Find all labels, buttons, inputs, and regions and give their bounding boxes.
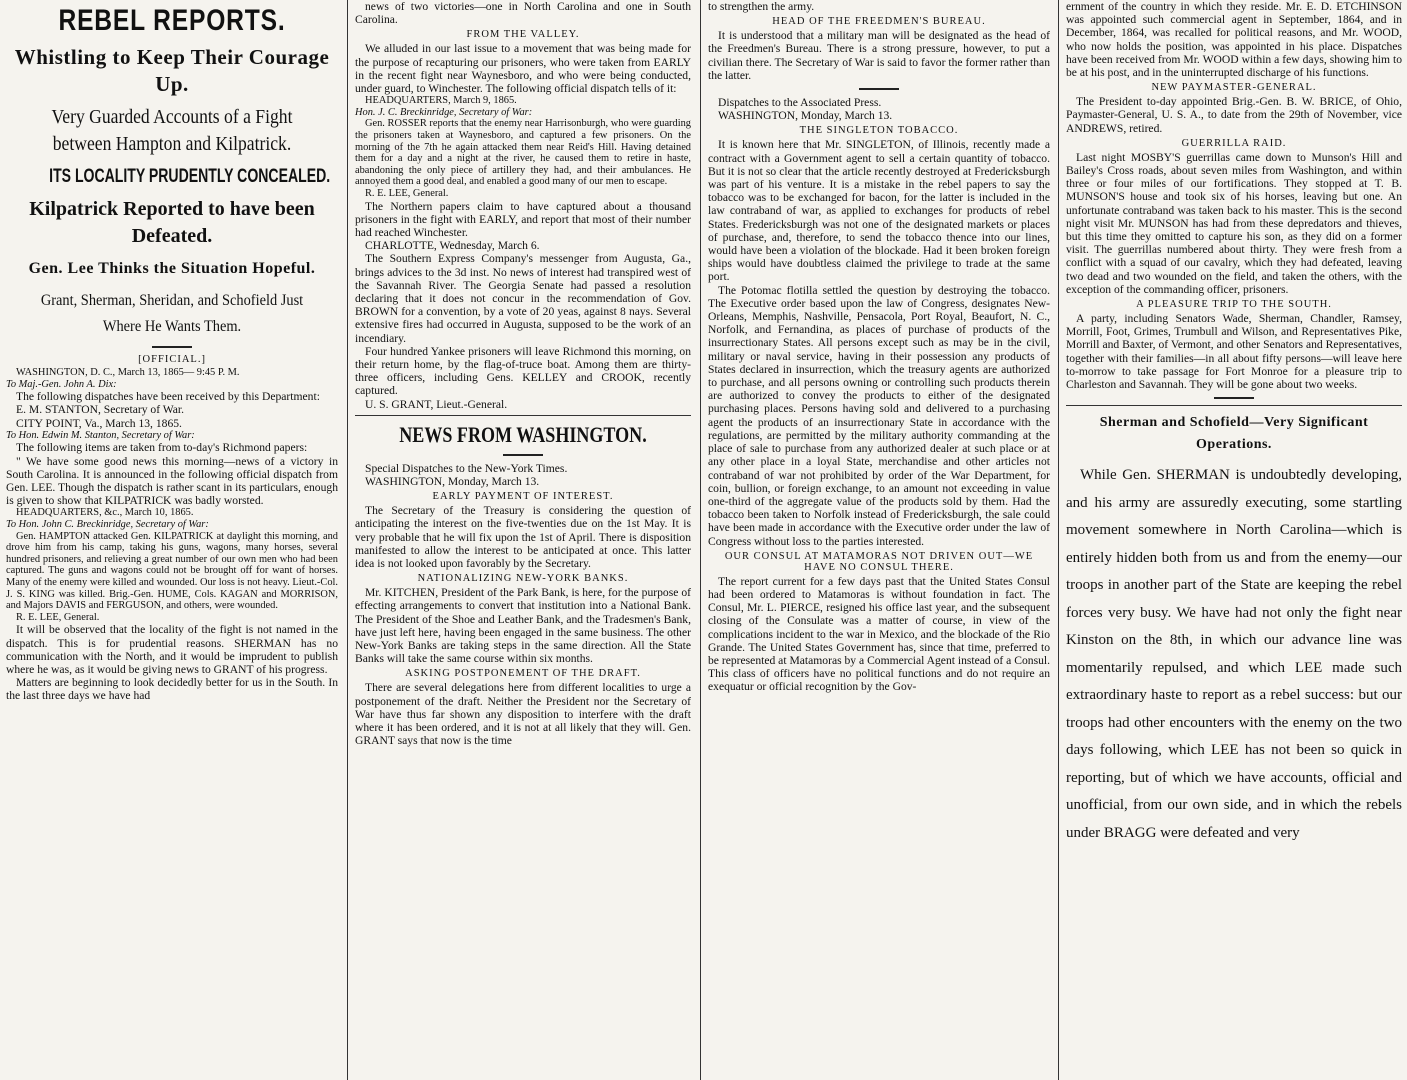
column-rule: [700, 0, 701, 1080]
paragraph: Matters are beginning to look decidedly better for us in the South. In the last three days we have had: [6, 676, 338, 703]
paragraph: The Southern Express Company's messenger from Augusta, Ga., brings advices to the 3d inst. No news of interest had transpired west of the Savannah River. The Georgia Senate had passed a resolution declaring that it does not concur in the recommendation of Gov. BROWN for a convention, by a vote of 20 yeas, against 8 nays. Several extensive fires had occurred in Augusta, supposed to be the work of an incendiary.: [355, 252, 691, 345]
paragraph: A party, including Senators Wade, Sherman, Chandler, Ramsey, Morrill, Foot, Grimes, Trumbull and Wilson, and Representatives Pike, Morrill and Baxter, of Vermont, and other Senators and Representatives, together with their families—in all about fifty persons—will leave here to-morrow to take passage for Fort Monroe for a pleasure trip to Charleston and Savannah. They will be gone about two weeks.: [1066, 312, 1402, 392]
subhead-early-payment: EARLY PAYMENT OF INTEREST.: [432, 491, 614, 503]
subhead-tobacco: THE SINGLETON TOBACCO.: [799, 125, 959, 137]
signature: E. M. STANTON, Secretary of War.: [16, 403, 185, 417]
column-4: [1062, 0, 1406, 1080]
paragraph: The Potomac flotilla settled the question by destroying the tobacco. The Executive order based upon the law of Congress, designates New-Orleans, Memphis, Nashville, Pensacola, Port Royal, Beaufort, N. C., Norfolk, and Fernandina, as places of purchase of products of the insurrectionary States. All persons except such as may be in the civil, military or naval service, having in their possession any products of States declared in insurrection, which the treasury agents are authorized to purchase, and all persons owning or controlling such products therein are authorized to convey the products to either of the designated purchasing places. Persons having sold and delivered to a purchasing agent the products of an insurrectionary State in accordance with the regulations, are permitted by the military authority commanding at the place of sale to purchase from any authorized dealer at such place or at any other place in a loyal State, merchandise and other articles not contraband of war not prohibited by order of the War Department, for coin, bullion, or foreign exchange, to an amount not exceeding in value one-third of the aggregate value of the products sold by them. Had the tobacco been taken to Norfolk instead of Fredericksburgh, the sale could have been made in accordance with the Executive order under the law of Congress without loss to the parties interested.: [708, 283, 1050, 548]
signature: R. E. LEE, General.: [365, 187, 449, 199]
paragraph: The President to-day appointed Brig.-Gen. B. W. BRICE, of Ohio, Paymaster-General, U. S. A., to date from the 29th of November, vice ANDREWS, retired.: [1066, 95, 1402, 135]
column-1: [2, 0, 342, 1080]
headline-guarded-accounts: Very Guarded Accounts of a Fight between Hampton and Kilpatrick.: [51, 106, 293, 155]
dateline: WASHINGTON, Monday, March 13.: [365, 475, 540, 489]
divider: [152, 346, 192, 348]
headline-lee-hopeful: Gen. Lee Thinks the Situation Hopeful.: [28, 260, 316, 277]
paragraph: news of two victories—one in North Carolina and one in South Carolina.: [355, 0, 691, 27]
paragraph: There are several delegations here from different localities to urge a postponement of the draft. Neither the President nor the Secretary of War have thus far shown any disposition to interfere with the draft where it has been ordered, and it is not at all likely that they will. Gen. GRANT says that now is the time: [355, 681, 691, 748]
paragraph: While Gen. SHERMAN is undoubtedly developing, and his army are assuredly executing, some startling movement somewhere in North Carolina—which is entirely hidden both from us and from the enemy—our troops in another part of the State are keeping the rebel forces very busy. We have had not only the fight near Kinston on the 8th, in which our advance line was momentarily repulsed, and which LEE made such extraordinary haste to report as a rebel success: but our troops had other encounters with the enemy on the two days following, which LEE has not been so quick in reporting, but of which we have accounts, official and unofficial, from our own side, and in which the rebels under BRAGG were defeated and very: [1066, 467, 1402, 841]
headline-sherman-schofield: Sherman and Schofield—Very Significant Operations.: [1099, 415, 1369, 453]
signature: U. S. GRANT, Lieut.-General.: [365, 397, 508, 411]
signature: R. E. LEE, General.: [16, 611, 100, 623]
column-rule: [1058, 0, 1059, 1080]
dateline: CHARLOTTE, Wednesday, March 6.: [365, 239, 540, 253]
paragraph: to strengthen the army.: [708, 0, 815, 13]
dateline: CITY POINT, Va., March 13, 1865.: [16, 416, 182, 430]
dateline: HEADQUARTERS, &c., March 10, 1865.: [16, 507, 194, 519]
dateline: WASHINGTON, D. C., March 13, 1865— 9:45 P. M.: [16, 367, 240, 378]
headline-whistling: Whistling to Keep Their Courage Up.: [14, 45, 330, 96]
headline-news-washington: NEWS FROM WASHINGTON.: [399, 421, 647, 447]
divider: [1066, 405, 1402, 406]
divider: [859, 88, 899, 90]
subhead-banks: NATIONALIZING NEW-YORK BANKS.: [417, 573, 629, 585]
paragraph: It will be observed that the locality of the fight is not named in the dispatch. This is for prudential reasons. SHERMAN has no communication with the North, and it would be imprudent to publish where he was, as it would be giving news to GRANT of his progress.: [6, 623, 338, 676]
paragraph: Mr. KITCHEN, President of the Park Bank, is here, for the purpose of effecting arrangements to convert that institution into a National Bank. The President of the Shoe and Leather Bank, and the Tradesmen's Bank, have just left here, having been engaged in the same business. The other New-York Banks are taking steps in the same direction. All the State Banks will take the same course within six months.: [355, 586, 691, 666]
column-3: [704, 0, 1054, 1080]
paragraph: The following dispatches have been received by this Department:: [16, 390, 320, 404]
dispatch-text: Gen. HAMPTON attacked Gen. KILPATRICK at daylight this morning, and drove him from his camp, taking his guns, wagons, many horses, several hundred prisoners, and relieving a great number of our own men who had been captured. The guns and wagons could not be brought off for want of horses. Many of the enemy were killed and wounded. Our loss is not heavy. Lieut.-Col. J. S. KING was killed. Brig.-Gen. HUME, Cols. KAGAN and MORRISON, and Majors DAVIS and FERGUSON, and others, were wounded.: [6, 530, 338, 612]
paragraph: It is known here that Mr. SINGLETON, of Illinois, recently made a contract with a Government agent to sell a certain quantity of tobacco. But it is not so clear that the article recently destroyed at Fredericksburgh was part of his venture. It is a mistake in the rebel papers to say the tobacco was to be exchanged for bacon, for the latter is included in the law contraband of war, as applied to exchanges for products of rebel States. Fredericksburgh was not one of the designated markets or places of purchase, and, therefore, to send the tobacco thence into our lines, would have been a violation of the blockade. Had it been broken foreign ships would have doubtless claimed the privilege to trade at the same port.: [708, 138, 1050, 284]
associated-press: Dispatches to the Associated Press.: [718, 96, 882, 110]
subhead-guerrilla: GUERRILLA RAID.: [1181, 137, 1287, 149]
headline-grant-sherman: Grant, Sherman, Sheridan, and Schofield Just Where He Wants Them.: [40, 292, 304, 335]
subhead-valley: FROM THE VALLEY.: [466, 29, 580, 41]
paragraph: Four hundred Yankee prisoners will leave Richmond this morning, on their return home, by the flag-of-truce boat. Among them are thirty-three officers, including Gens. KELLEY and CROOK, recently captured.: [355, 344, 691, 398]
divider: [503, 454, 543, 456]
dateline: HEADQUARTERS, March 9, 1865.: [365, 95, 517, 107]
paragraph: " We have some good news this morning—news of a victory in South Carolina. It is announced in the following official dispatch from Gen. LEE. Though the dispatch is rather scant in its particulars, enough is given to show that KILPATRICK was badly worsted.: [6, 454, 338, 508]
paragraph: The report current for a few days past that the United States Consul had been ordered to Matamoras is without foundation in fact. The Consul, Mr. L. PIERCE, resigned his office last year, and the subsequent closing of the Consulate was a matter of course, in view of the complications incident to the war in Mexico, and the blockade of the Rio Grande. The United States Government has, since that time, preferred to be represented at Matamoras by a Commercial Agent instead of a Consul. This class of officers have no political functions and do not require an exequatur or official recognition by the Gov-: [708, 574, 1050, 694]
salutation: To Hon. Edwin M. Stanton, Secretary of War:: [6, 429, 195, 441]
salutation: To Hon. John C. Breckinridge, Secretary of War:: [6, 519, 209, 530]
dispatch-text: Gen. ROSSER reports that the enemy near Harrisonburgh, who were guarding the prisoners taken at Waynesboro, and captured a few prisoners. On the morning of the 7th he again attacked them near Reid's Hill. Having detained them for a day and a night at the river, he caused them to retire in haste, abandoning the only piece of artillery they had, and their ambulances. He annoyed them a good deal, and enabled a good many of our men to escape.: [355, 118, 691, 188]
subhead-pleasure-trip: A PLEASURE TRIP TO THE SOUTH.: [1136, 299, 1332, 311]
dateline: WASHINGTON, Monday, March 13.: [718, 109, 893, 123]
divider: [1214, 397, 1254, 399]
subhead-draft: ASKING POSTPONEMENT OF THE DRAFT.: [405, 668, 641, 680]
paragraph: The Secretary of the Treasury is considering the question of anticipating the interest on the five-twenties due on the 1st May. It is very probable that he will fix upon the 1st of April. There is disposition manifested to allow the interest to be anticipated at once. This latter idea is not looked upon favorably by the Secretary.: [355, 504, 691, 571]
special-dispatches: Special Dispatches to the New-York Times.: [365, 461, 568, 475]
subhead-paymaster: NEW PAYMASTER-GENERAL.: [1151, 82, 1317, 94]
subhead-consul: OUR CONSUL AT MATAMORAS NOT DRIVEN OUT—WE HAVE NO CONSUL THERE.: [724, 550, 1034, 573]
headline-kilpatrick: Kilpatrick Reported to have been Defeated.: [29, 198, 315, 247]
paragraph: The Northern papers claim to have captured about a thousand prisoners in the fight with EARLY, and report that most of their number had reached Winchester.: [355, 199, 691, 239]
official-label: [OFFICIAL.]: [138, 354, 206, 365]
divider: [355, 415, 691, 416]
column-rule: [347, 0, 348, 1080]
column-2: [351, 0, 695, 1080]
paragraph: The following items are taken from to-day's Richmond papers:: [16, 441, 308, 455]
salutation: Hon. J. C. Breckinridge, Secretary of War:: [355, 106, 533, 118]
paragraph: It is understood that a military man will be designated as the head of the Freedmen's Bureau. There is a strong pressure, however, to put a civilian there. The Secretary of War is said to favor the former rather than the latter.: [708, 29, 1050, 82]
headline-rebel-reports: REBEL REPORTS.: [58, 4, 286, 37]
salutation: To Maj.-Gen. John A. Dix:: [6, 378, 117, 390]
paragraph: We alluded in our last issue to a movement that was being made for the purpose of recapturing our prisoners, who were taken from EARLY in the recent fight near Waynesboro, and who were being conducted, under guard, to Winchester. The following official dispatch tells of it:: [355, 42, 691, 96]
subhead-freedmen: HEAD OF THE FREEDMEN'S BUREAU.: [772, 16, 986, 28]
paragraph: Last night MOSBY'S guerrillas came down to Munson's Hill and Bailey's Cross roads, about seven miles from Washington, and within three or four miles of our fortifications. They stopped at T. B. MUNSON'S house and took six of his horses, leaving but one. An unfortunate contraband was taken back to his master. This is the second night visit Mr. MUNSON has had from these depredators and thieves, but this time they omitted to capture his son, as they did on a former visit. The guerrillas numbered about thirty. They were fresh from a conflict with a squad of our cavalry, which they had defeated, leaving two dead and two wounded on the field, and taken the others, with the exception of the commanding officer, prisoners.: [1066, 150, 1402, 296]
headline-locality: ITS LOCALITY PRUDENTLY CONCEALED.: [49, 166, 331, 187]
paragraph: ernment of the country in which they reside. Mr. E. D. ETCHINSON was appointed such commercial agent in September, 1864, and in December, 1864, was recalled for political reasons, and Mr. WOOD, who now holds the position, was appointed in his place. Dispatches have been received from Mr. WOOD within a few days, showing him to be at his post, and in the uninterrupted discharge of his functions.: [1066, 0, 1402, 80]
